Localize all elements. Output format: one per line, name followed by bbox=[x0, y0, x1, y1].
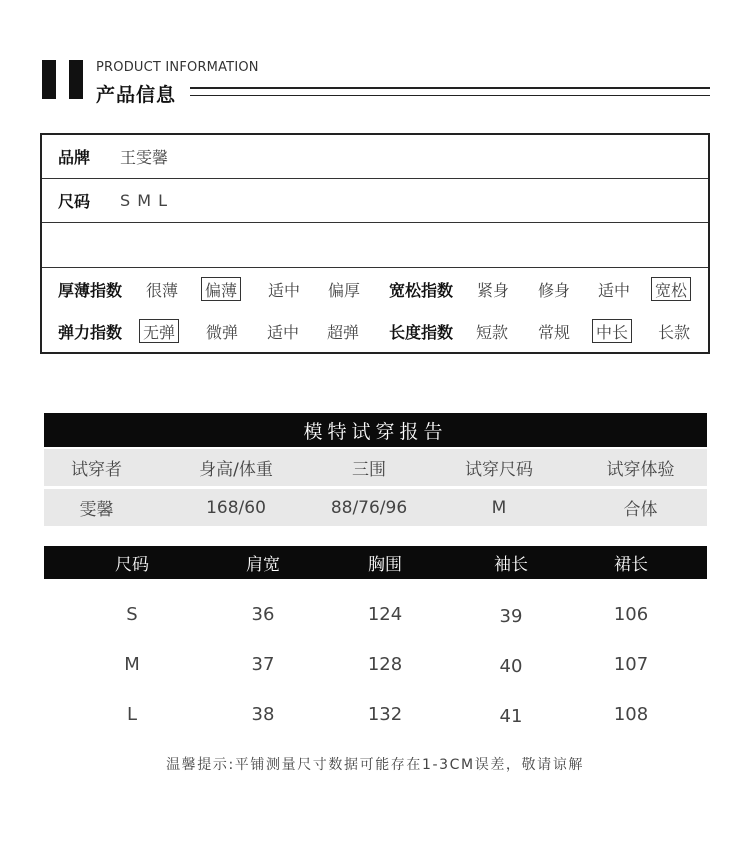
model-report-value-row bbox=[44, 489, 707, 526]
skirt-cell: 106 bbox=[613, 603, 649, 625]
fit-option-2: 修身 bbox=[538, 280, 571, 300]
thickness-option-3: 适中 bbox=[268, 280, 301, 300]
size-label: 尺码 bbox=[58, 192, 91, 211]
size-cell: M bbox=[124, 653, 140, 675]
header-bar-left bbox=[42, 60, 56, 99]
report-value-measurements: 88/76/96 bbox=[330, 497, 408, 518]
section-title-en: PRODUCT INFORMATION bbox=[96, 60, 259, 75]
fit-label: 宽松指数 bbox=[389, 280, 454, 300]
elastic-option-4: 超弹 bbox=[327, 322, 360, 342]
report-header-size: 试穿尺码 bbox=[465, 460, 533, 480]
elastic-label: 弹力指数 bbox=[58, 322, 123, 342]
measurement-note: 温馨提示:平铺测量尺寸数据可能存在1-3CM误差，敬请谅解 bbox=[166, 757, 584, 773]
size-cell: S bbox=[126, 603, 138, 625]
thickness-option-1: 很薄 bbox=[146, 280, 179, 300]
shoulder-cell: 38 bbox=[251, 703, 275, 725]
size-row-l bbox=[44, 694, 707, 734]
length-option-3-selected: 中长 bbox=[592, 319, 632, 343]
report-value-experience: 合体 bbox=[623, 500, 658, 520]
fit-option-3: 适中 bbox=[598, 280, 631, 300]
size-row bbox=[42, 179, 708, 223]
size-header-bust: 胸围 bbox=[368, 555, 402, 575]
size-row-s bbox=[44, 594, 707, 634]
report-header-height-weight: 身高/体重 bbox=[199, 460, 273, 480]
length-option-2: 常规 bbox=[538, 322, 571, 342]
empty-row bbox=[42, 223, 708, 268]
fit-option-1: 紧身 bbox=[477, 280, 510, 300]
header-divider-thin bbox=[190, 95, 710, 96]
size-table-header bbox=[44, 546, 707, 579]
elastic-option-3: 适中 bbox=[267, 322, 300, 342]
report-header-experience: 试穿体验 bbox=[606, 460, 675, 480]
bust-cell: 128 bbox=[367, 653, 403, 675]
sleeve-cell: 41 bbox=[499, 705, 523, 727]
header-bar-right bbox=[69, 60, 83, 99]
brand-row bbox=[42, 135, 708, 179]
size-header-shoulder: 肩宽 bbox=[246, 555, 280, 575]
sleeve-cell: 40 bbox=[499, 655, 523, 677]
model-report-header-row bbox=[44, 449, 707, 486]
length-option-4: 长款 bbox=[658, 322, 691, 342]
bust-cell: 132 bbox=[367, 703, 403, 725]
report-header-wearer: 试穿者 bbox=[71, 460, 122, 480]
sleeve-cell: 39 bbox=[499, 605, 523, 627]
thickness-fit-row bbox=[42, 268, 708, 310]
report-value-height-weight: 168/60 bbox=[206, 497, 266, 518]
header-divider-thick bbox=[190, 87, 710, 89]
size-header-sleeve: 袖长 bbox=[494, 555, 528, 575]
product-info-box bbox=[40, 133, 710, 354]
brand-label: 品牌 bbox=[58, 148, 91, 167]
size-header-size: 尺码 bbox=[115, 555, 149, 575]
size-value: S M L bbox=[120, 191, 169, 210]
brand-value: 王雯馨 bbox=[120, 148, 169, 167]
skirt-cell: 108 bbox=[613, 703, 649, 725]
elastic-length-row bbox=[42, 310, 708, 352]
thickness-option-4: 偏厚 bbox=[328, 280, 361, 300]
size-cell: L bbox=[126, 703, 138, 725]
length-option-1: 短款 bbox=[476, 322, 509, 342]
size-row-m bbox=[44, 644, 707, 684]
bust-cell: 124 bbox=[367, 603, 403, 625]
length-label: 长度指数 bbox=[389, 322, 454, 342]
shoulder-cell: 37 bbox=[251, 653, 275, 675]
size-header-skirt: 裙长 bbox=[614, 555, 648, 575]
skirt-cell: 107 bbox=[613, 653, 649, 675]
report-value-size: M bbox=[491, 497, 507, 518]
elastic-option-2: 微弹 bbox=[206, 322, 239, 342]
section-title-cn: 产品信息 bbox=[96, 84, 177, 106]
report-header-measurements: 三围 bbox=[352, 460, 386, 480]
thickness-label: 厚薄指数 bbox=[58, 280, 123, 300]
fit-option-4-selected: 宽松 bbox=[651, 277, 691, 301]
report-value-wearer: 雯馨 bbox=[79, 500, 114, 520]
elastic-option-1-selected: 无弹 bbox=[139, 319, 179, 343]
shoulder-cell: 36 bbox=[251, 603, 275, 625]
model-report-title: 模特试穿报告 bbox=[44, 413, 707, 447]
thickness-option-2-selected: 偏薄 bbox=[201, 277, 241, 301]
